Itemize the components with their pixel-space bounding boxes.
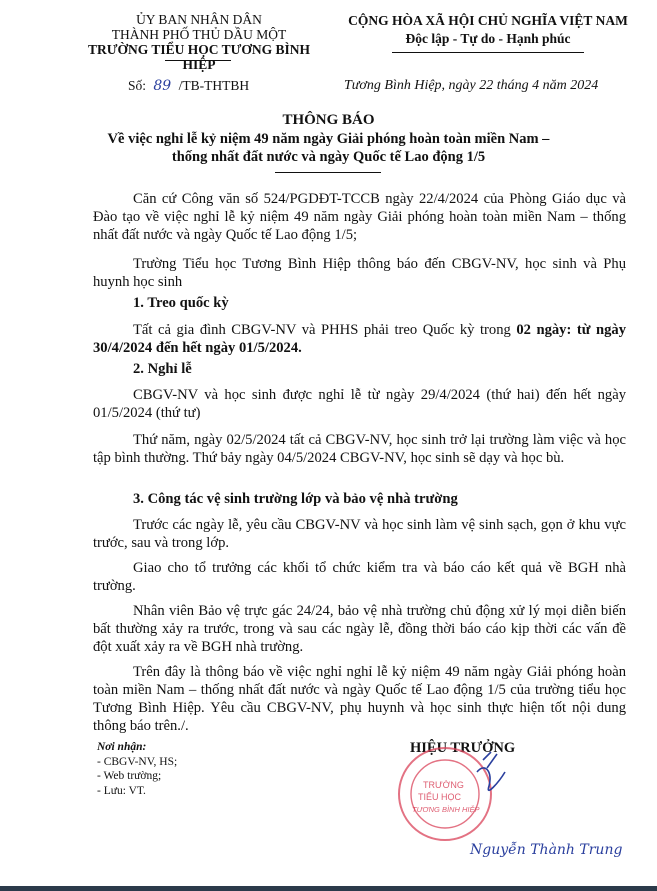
signer-title: HIỆU TRƯỞNG [410, 740, 516, 756]
section-2-paragraph-1: CBGV-NV và học sinh được nghỉ lễ từ ngày 29/4/2024 (thứ hai) đến hết ngày 01/5/2024 (thứ tư) [93, 387, 626, 421]
title-subject-line-1: Về việc nghỉ lễ kỷ niệm 49 năm ngày Giải phóng hoàn toàn miền Nam – [107, 131, 550, 147]
doc-number [128, 78, 249, 94]
national-motto: Độc lập - Tự do - Hạnh phúc [405, 31, 571, 46]
bottom-edge-bar [0, 886, 657, 891]
stamp-line-2: TIỂU HỌC [418, 792, 462, 802]
doc-number-label: Số: [128, 78, 147, 93]
title-underline [275, 172, 381, 173]
issuer-block [70, 12, 328, 72]
title-subject-line-2: thống nhất đất nước và ngày Quốc tế Lao động 1/5 [171, 149, 486, 165]
issuer-line-1: ỦY BAN NHÂN DÂN [136, 12, 262, 27]
issuer-underline [165, 60, 231, 61]
section-3-paragraph-1: Trước các ngày lễ, yêu cầu CBGV-NV và học sinh làm vệ sinh sạch, gọn ở khu vực trước, sau và trong lớp. [93, 517, 626, 551]
recipient-item: - CBGV-NV, HS; [97, 755, 178, 768]
section-3-paragraph-2: Giao cho tổ trưởng các khối tổ chức kiểm tra và báo cáo kết quả về BGH nhà trường. [93, 560, 626, 594]
stamp-line-1: TRƯỜNG [423, 780, 464, 790]
section-2-heading: 2. Nghỉ lễ [133, 361, 192, 377]
section-1-dates: 02 ngày: từ ngày 30/4/2024 đến hết ngày 01/5/2024. [93, 322, 627, 356]
section-1-text: Tất cả gia đình CBGV-NV và PHHS phải treo Quốc kỳ trong [133, 322, 517, 338]
recipient-item: - Lưu: VT. [97, 784, 146, 797]
recipients-block [97, 740, 177, 798]
issuer-line-3: TRƯỜNG TIỂU HỌC TƯƠNG BÌNH HIỆP [87, 42, 311, 72]
page-title: THÔNG BÁO [282, 112, 375, 128]
section-1-paragraph [93, 321, 626, 357]
official-stamp [365, 742, 525, 842]
place-date: Tương Bình Hiệp, ngày 22 tháng 4 năm 2024 [344, 78, 599, 93]
section-1-heading: 1. Treo quốc kỳ [133, 295, 229, 311]
national-title: CỘNG HÒA XÃ HỘI CHỦ NGHĨA VIỆT NAM [348, 13, 628, 28]
doc-number-value: 89 [153, 78, 172, 94]
section-2-paragraph-2: Thứ năm, ngày 02/5/2024 tất cả CBGV-NV, học sinh trở lại trường làm việc và học tập bình thường. Thứ bảy ngày 04/5/2024 CBGV-NV, học sinh sẽ dạy và học bù. [93, 432, 626, 466]
section-3-heading: 3. Công tác vệ sinh trường lớp và bảo vệ nhà trường [133, 491, 458, 507]
closing-paragraph: Trên đây là thông báo về việc nghỉ nghỉ lễ kỷ niệm 49 năm ngày Giải phóng hoàn toàn miền Nam – thống nhất đất nước và ngày Quốc tế Lao động 1/5 của trường tiểu học Tương Bình Hiệp. Yêu cầu CBGV-NV, phụ huynh và học sinh thực hiện tốt nội dung thông báo trên./. [93, 664, 626, 734]
motto-underline [392, 52, 584, 53]
basis-paragraph: Căn cứ Công văn số 524/PGDĐT-TCCB ngày 22/4/2024 của Phòng Giáo dục và Đào tạo về việc nghỉ lễ kỷ niệm 49 năm ngày Giải phóng hoàn toàn miền Nam – thống nhất đất nước và ngày Quốc tế Lao động 1/5; [93, 191, 626, 243]
stamp-line-3: TƯƠNG BÌNH HIỆP [412, 805, 480, 814]
section-3-paragraph-3: Nhân viên Bảo vệ trực gác 24/24, bảo vệ nhà trường chủ động xử lý mọi diễn biến bất thường xảy ra trước, trong và sau các ngày lễ, đồng thời báo cáo kịp thời các vấn đề đột xuất xảy ra về BGH nhà trường. [93, 603, 626, 655]
intro-paragraph: Trường Tiểu học Tương Bình Hiệp thông báo đến CBGV-NV, học sinh và Phụ huynh học sinh [93, 256, 626, 290]
issuer-line-2: THÀNH PHỐ THỦ DẦU MỘT [111, 27, 287, 42]
recipients-label: Nơi nhận: [97, 741, 147, 753]
doc-number-suffix: /TB-THTBH [178, 78, 250, 93]
recipient-item: - Web trường; [97, 770, 162, 782]
signer-name: Nguyễn Thành Trung [470, 842, 623, 858]
national-motto-block [338, 12, 638, 48]
